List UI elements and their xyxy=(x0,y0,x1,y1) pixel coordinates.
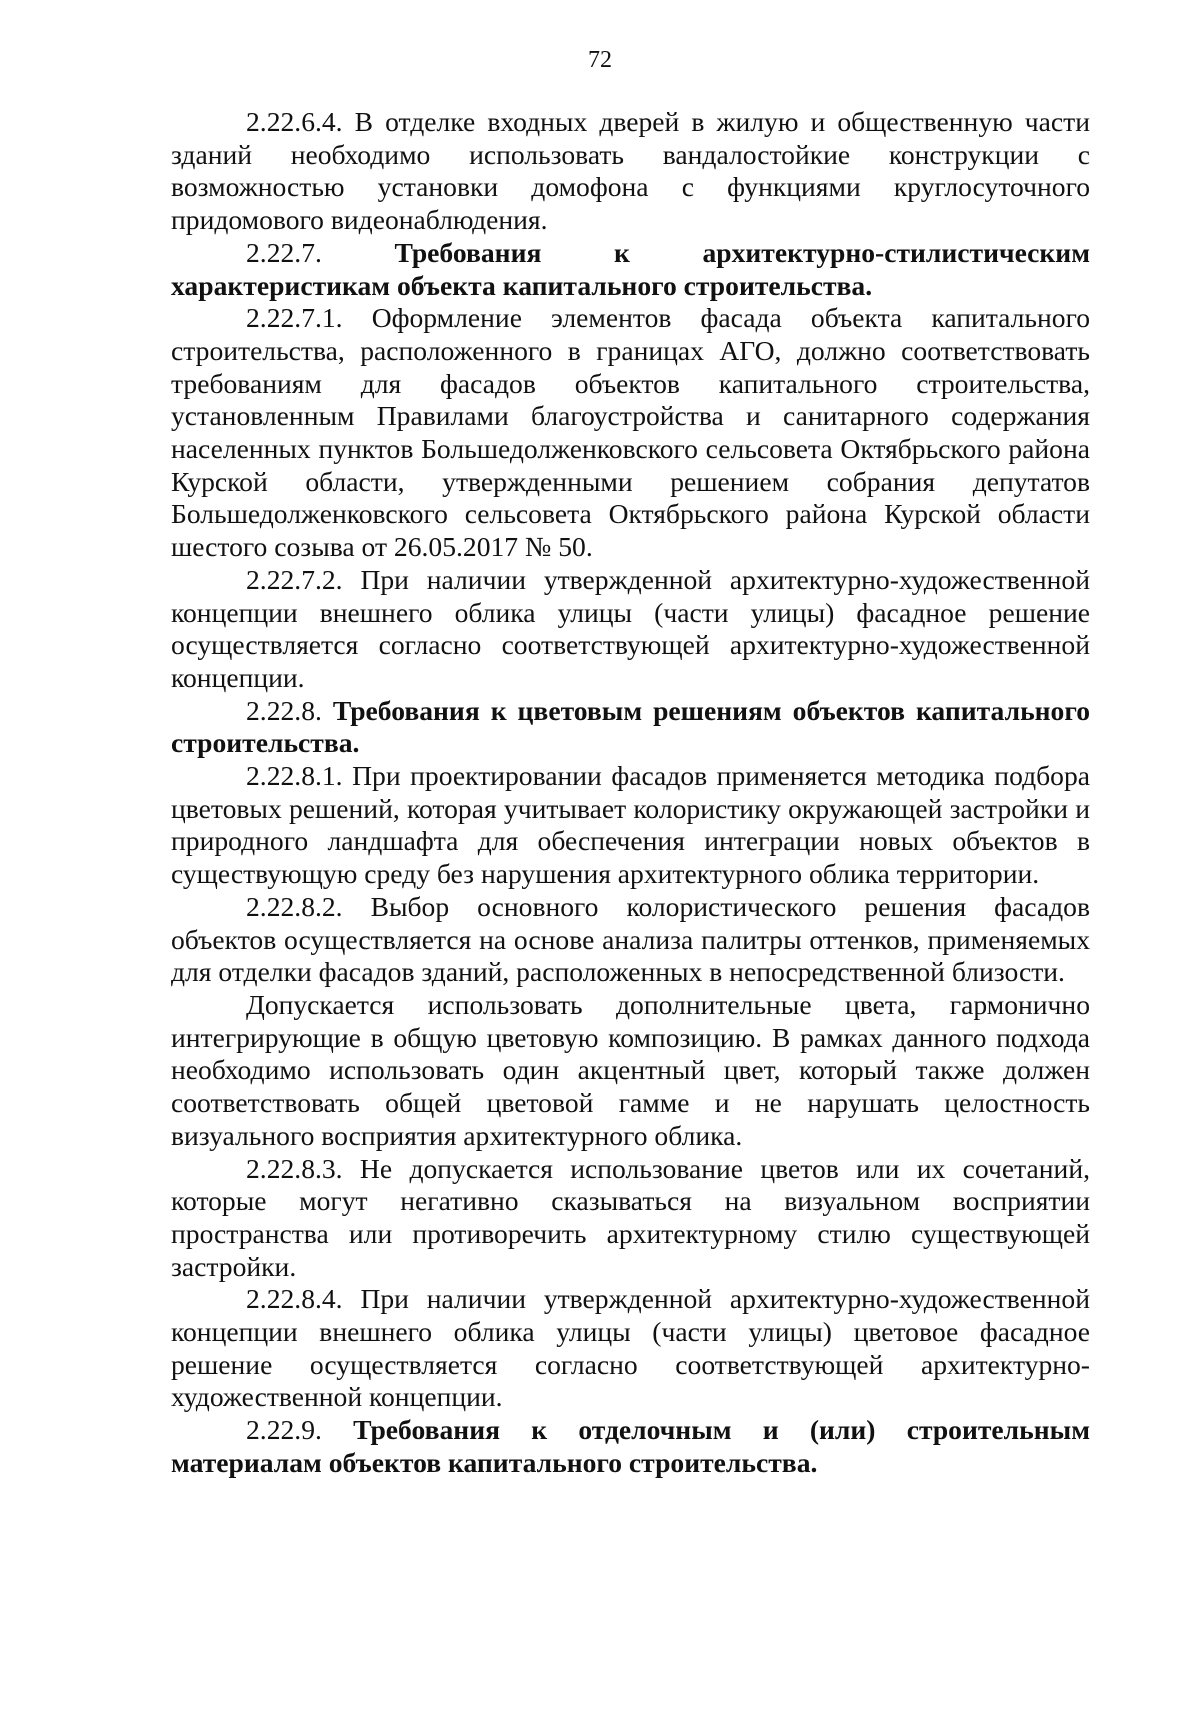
paragraph-2-22-8-3 xyxy=(171,1153,1090,1284)
paragraph-text: Выбор основного колористического решения фасадов объектов осуществляется на основе анализа палитры оттенков, применяемых для отделки фасадов зданий, расположенных в непосредственной близости. xyxy=(171,890,1090,988)
section-number: 2.22.7. xyxy=(246,236,322,268)
section-number: 2.22.9. xyxy=(246,1414,322,1446)
section-heading-2-22-7 xyxy=(171,237,1090,302)
paragraph-text: При проектировании фасадов применяется методика подбора цветовых решений, которая учитывает колористику окружающей застройки и природного ландшафта для обеспечения интеграции новых объектов в существующую среду без нарушения архитектурного облика территории. xyxy=(171,760,1090,890)
paragraph-number: 2.22.8.3. xyxy=(246,1152,343,1184)
page-number: 72 xyxy=(588,47,612,73)
paragraph-number: 2.22.7.2. xyxy=(246,563,343,595)
paragraph-2-22-7-1 xyxy=(171,302,1090,564)
paragraph-2-22-8-4 xyxy=(171,1283,1090,1414)
paragraph-number: 2.22.8.1. xyxy=(246,760,343,792)
paragraph-additional-colors xyxy=(171,989,1090,1153)
paragraph-2-22-6-4 xyxy=(171,106,1090,237)
paragraph-number: 2.22.8.4. xyxy=(246,1283,343,1315)
section-heading-text: Требования к архитектурно-стилистическим характеристикам объекта капитального строительства. xyxy=(171,236,1090,301)
paragraph-2-22-8-2 xyxy=(171,891,1090,989)
paragraph-2-22-7-2 xyxy=(171,564,1090,695)
paragraph-number: 2.22.8.2. xyxy=(246,890,343,922)
section-heading-2-22-8 xyxy=(171,695,1090,760)
paragraph-text: Оформление элементов фасада объекта капитального строительства, расположенного в границах АГО, должно соответствовать требованиям для фасадов объектов капитального строительства, установленным Правилами благоустройства и санитарного содержания населенных пунктов Большедолженковского сельсовета Октябрьского района Курской области, утвержденными решением собрания депутатов Большедолженковского сельсовета Октябрьского района Курской области шестого созыва от 26.05.2017 № 50. xyxy=(171,302,1090,563)
paragraph-text: Допускается использовать дополнительные цвета, гармонично интегрирующие в общую цветовую композицию. В рамках данного подхода необходимо использовать один акцентный цвет, который также должен соответствовать общей цветовой гамме и не нарушать целостность визуального восприятия архитектурного облика. xyxy=(171,988,1090,1151)
section-heading-text: Требования к цветовым решениям объектов капитального строительства. xyxy=(171,694,1090,759)
paragraph-text: В отделке входных дверей в жилую и общественную части зданий необходимо использовать вандалостойкие конструкции с возможностью установки домофона с функциями круглосуточного придомового видеонаблюдения. xyxy=(171,106,1090,236)
paragraph-text: Не допускается использование цветов или их сочетаний, которые могут негативно сказываться на визуальном восприятии пространства или противоречить архитектурному стилю существующей застройки. xyxy=(171,1152,1090,1282)
section-heading-text: Требования к отделочным и (или) строительным материалам объектов капитального строительства. xyxy=(171,1414,1090,1478)
section-number: 2.22.8. xyxy=(246,694,322,726)
document-body xyxy=(171,106,1090,1480)
paragraph-text: При наличии утвержденной архитектурно-художественной концепции внешнего облика улицы (части улицы) цветовое фасадное решение осуществляется согласно соответствующей архитектурно-художественной концепции. xyxy=(171,1283,1090,1413)
paragraph-text: При наличии утвержденной архитектурно-художественной концепции внешнего облика улицы (части улицы) фасадное решение осуществляется согласно соответствующей архитектурно-художественной концепции. xyxy=(171,563,1090,693)
paragraph-number: 2.22.7.1. xyxy=(246,302,343,334)
section-heading-2-22-9 xyxy=(171,1414,1090,1479)
paragraph-2-22-8-1 xyxy=(171,760,1090,891)
paragraph-number: 2.22.6.4. xyxy=(246,106,343,137)
